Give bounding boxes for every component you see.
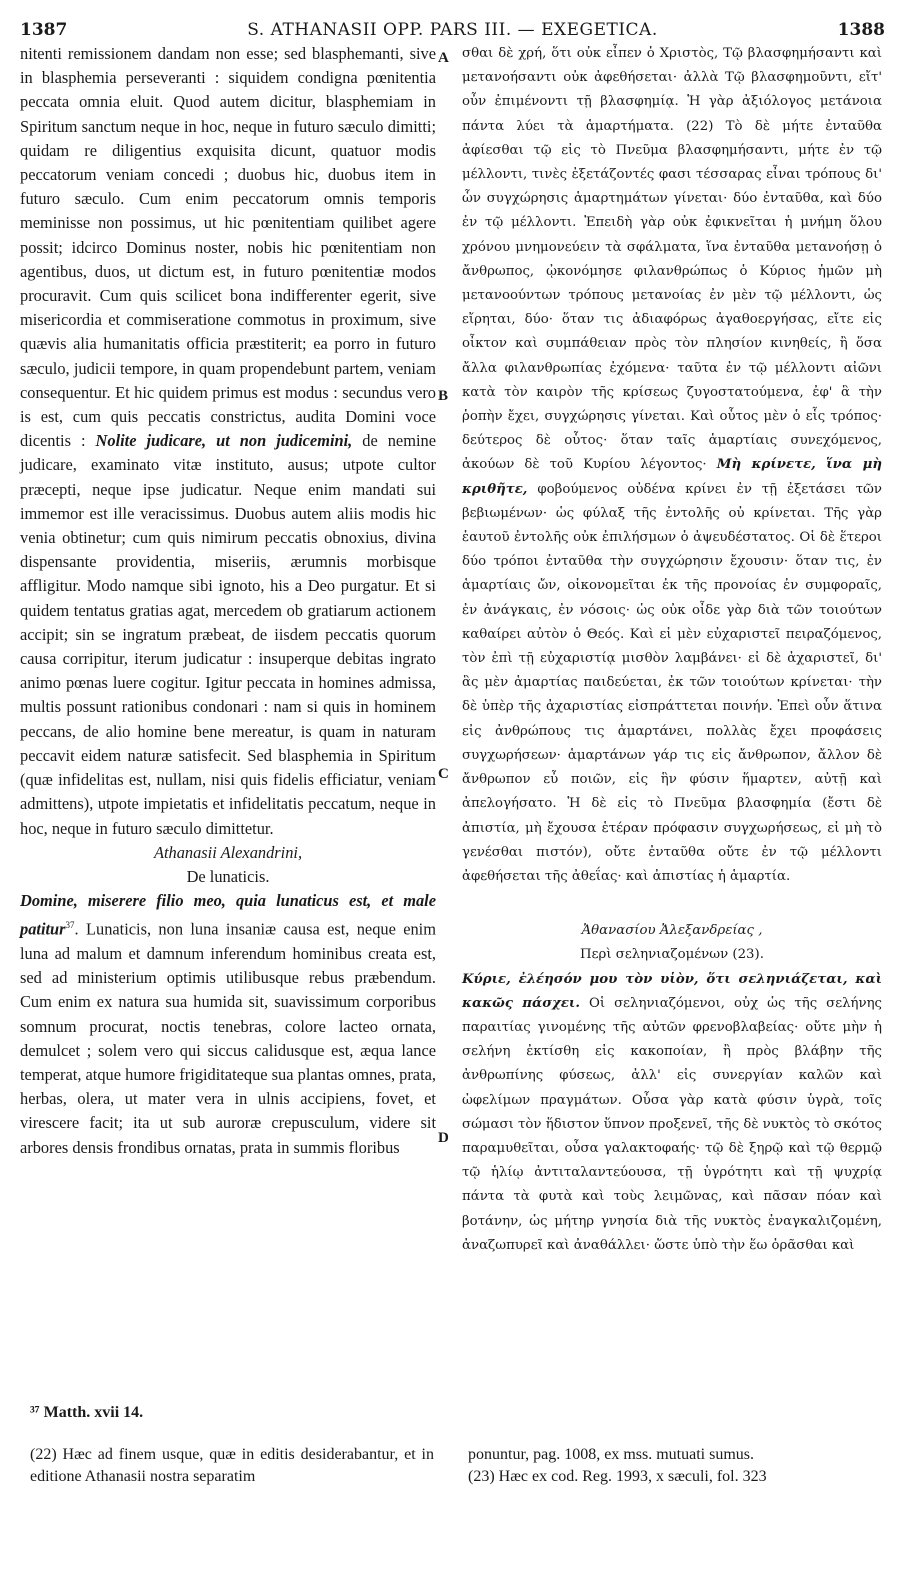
greek-quote-me-krinete: Μὴ κρίνετε, ἵνα μὴ κριθῆτε,	[462, 457, 882, 497]
greek-quote-kyrie: Κύριε, ἐλέησόν μου τὸν υἱὸν, ὅτι σεληνιάζεται, καὶ κακῶς πάσχει.	[462, 971, 882, 1011]
page-number-right: 1388	[837, 20, 885, 40]
page-number-left: 1387	[20, 20, 68, 40]
footnote-23: (23) Hæc ex cod. Reg. 1993, x sæculi, fol. 323	[468, 1468, 767, 1485]
margin-letter-b: B	[438, 388, 449, 404]
greek-text-1-cont: φοβούμενος οὐδένα κρίνει ἐν τῇ ἐξετάσει τῶν βεβιωμένων· ὡς φύλαξ τῆς ἐντολῆς οὐ κρίνεται. Τῆς γὰρ ἑαυτοῦ ἐντολῆς οὐκ ἐπιλήσμων ὁ ἀψευδέστατος. Οἱ δὲ ἕτεροι δύο τρόποι ἐνταῦθα τὴν συγχώρησιν ἔχουσιν· ὅταν τις, ἐν ἁμαρτίαις ὤν, οἰκονομεῖται ἐκ τῆς προνοίας ἐν συμφοραῖς, ἐν ἀνάγκαις, ἐν νόσοις· ὡς οὐκ οἶδε γὰρ διὰ τῶν τοιούτων καθαίρει αὐτὸν ὁ Θεός. Καὶ εἰ μὲν εὐχαριστεῖ πειραζόμενος, τὸν ἐπὶ τῇ εὐχαριστίᾳ μισθὸν λαμβάνει· εἰ δὲ ἀχαριστεῖ, δι' ἃς μὲν ἁμαρτίας παιδεύεται, ἐκ τῶν τοιούτων κρίνεται· τὴν δὲ ὑπὲρ τῆς ἀχαριστίας εἰσπράττεται ποινήν. Ἐπεὶ οὖν ἅτινα εἰς ἀνθρώπους τις ἁμαρτάνει, πολλὰς ἔχει προφάσεις συγχωρήσεων· ἁμαρτάνων γάρ τις εἰς ἄνθρωπον, ἄλλον δὲ ἄνθρωπον εὖ ποιῶν, εἰς ἣν φύσιν ἥμαρτεν, αὐτῇ καὶ ἀπελογήσατο. Ἡ δὲ εἰς τὸ Πνεῦμα βλασφημία (ἔστι δὲ ἀπιστία, μὴ ἔχουσα ἑτέραν πρόφασιν συγχωρήσεως, εἰ μὴ τὸ γενέσθαι πιστόν), οὔτε ἐνταῦθα οὔτε ἐν τῷ μέλλοντι ἀφεθήσεται τῆς ἀθεΐας· καὶ ἀπιστίας ἡ ἁμαρτία.	[462, 481, 882, 884]
footnote-matthew: ³⁷ Matth. xvii 14.	[30, 1404, 144, 1421]
greek-column	[462, 42, 882, 1258]
footnote-22-cont: ponuntur, pag. 1008, ex mss. mutuati sumus.	[468, 1446, 755, 1463]
margin-letter-a: A	[438, 50, 449, 66]
latin-text-1-cont: de nemine judicare, examinato vitæ instituto, ausus; utpote cultor præcepti, neque ipse judicatur. Neque enim mandati sui immemor est ille veracissimus. Duobus autem aliis modis hic venia obtinetur; cum quis nimirum peccatis obnoxius, divina dispensante providentia, miseriis, ærumnis morbisque affligitur. Modo namque sibi ignoto, his a Deo purgatur. Et si quidem tentatus gratias agat, mercedem ob gratiarum actionem accipit; sin se ingratum præbeat, de iisdem peccatis quorum causa corripitur, iterum judicatur : insuperque debitas ingrato animo pœnas luere cogitur. Igitur peccata in homines admissa, multis possunt rationibus condonari : nam si quis in hominem peccans, de alio homine bene mereatur, is quam in naturam peccavit eidem naturæ satisfecit. Sed blasphemia in Spiritum (quæ infidelitas est, nullam, nisi quis fidelis efficiatur, veniam admittens), utpote impietatis et infidelitatis peccatum, neque in hoc, neque in futuro sæculo dimittetur.	[20, 431, 436, 838]
latin-text-1: nitenti remissionem dandam non esse; sed blasphemanti, sive in blasphemia perseveranti : siquidem condigna pœnitentia peccata omnia eluit. Quod autem dicitur, blasphemiam in Spiritum sanctum neque in hoc, neque in futuro sæculo dimitti; quidam re diligentius exquisita dicunt, quatuor modis peccatorum veniam concedi ; duobus hic, duobus item in futuro sæculo. Cum enim peccatorum omnis temporis meminisse non possimus, ut hic pœnitentiam quilibet agere possit; idcirco Dominus noster, nobis hic pœnitentiam non agentibus, duos, ut dictum est, in futuro pœnitentiæ modos procuravit. Cum quis scilicet bona indifferenter egerit, sive misericordia et commiseratione commotus in proximum, sive quævis alia humanitatis officia præstiterit; ea porro in futuro sæculo, judicii tempore, in quam propendebunt partem, veniam consequentur. Et hic quidem primus est modus : secundus vero is est, cum quis peccatis constrictus, audita Domini voce dicentis :	[20, 44, 436, 451]
footnote-22-text: (22) Hæc ad finem usque, quæ in editis desiderabantur, et in editione Athanasii nostra separatim	[30, 1446, 434, 1485]
footnote-22-23-right	[468, 1444, 888, 1488]
greek-text-1: σθαι δὲ χρή, ὅτι οὐκ εἶπεν ὁ Χριστὸς, Τῷ βλασφημήσαντι καὶ μετανοήσαντι οὐκ ἀφεθήσεται· ἀλλὰ Τῷ βλασφημοῦντι, εἴτ' οὖν ἐπιμένοντι τῇ βλασφημίᾳ. Ἡ γὰρ ἀξιόλογος μετάνοια πάντα λύει τὰ ἁμαρτήματα. (22) Τὸ δὲ μήτε ἐνταῦθα ἀφίεσθαι τῷ εἰς τὸ Πνεῦμα βλασφημήσαντι, μήτε ἐν τῷ μέλλοντι, τινὲς ἐξετάζοντές φασι τέσσαρας εἶναι τρόπους δι' ὧν συγχώρησις ἁμαρτημάτων γίνεται· δύο ἐνταῦθα, καὶ δύο ἐν τῷ μέλλοντι. Ἐπειδὴ γὰρ οὐκ ἐφικνεῖται ἡ μνήμη ὅλου χρόνου μνημονεύειν τὰ σφάλματα, ἵνα ἐνταῦθα μετανοήσῃ ὁ ἄνθρωπος, ᾠκονόμησε φιλανθρώπως ὁ Κύριος ἡμῶν μὴ μετανοούντων τρόπους μετανοίας ἐν μὲν τῷ μέλλοντι, ὡς εἴρηται, δύο· ὅταν τις ἀδιαφόρως ἀγαθοεργήσας, εἴτε εἰς οἶκτον καὶ συμπάθειαν πρὸς τὸν πλησίον κινηθείς, ἢ ὅσα ἄλλα φιλανθρωπίας ἐχόμενα· ταῦτα ἐν τῷ μέλλοντι αἰῶνι κατὰ τὸν καιρὸν τῆς κρίσεως ζυγοστατούμενα, ἐφ' ἃ τὴν ῥοπὴν ἔχει, συγχώρησις γίνεται. Καὶ οὗτος μὲν ὁ εἷς τρόπος· δεύτερος δὲ οὗτος· ὅταν ταῖς ἁμαρτίαις συνεχόμενος, ἀκούων δὲ τοῦ Κυρίου λέγοντος·	[462, 46, 882, 473]
footnote-22-left	[30, 1444, 434, 1488]
running-title: S. ATHANASII OPP. PARS III. — EXEGETICA.	[247, 20, 658, 40]
latin-quote-nolite: Nolite judicare, ut non judicemini,	[95, 431, 353, 451]
greek-paragraph-1	[462, 42, 882, 889]
margin-letter-d: D	[438, 1130, 449, 1146]
greek-paragraph-2	[462, 968, 882, 1258]
margin-letter-c: C	[438, 766, 449, 782]
latin-heading-author: Athanasii Alexandrini,	[153, 842, 303, 862]
greek-text-2: Οἱ σεληνιαζόμενοι, οὐχ ὡς τῆς σελήνης παραιτίας γινομένης τῆς αὐτῶν φρενοβλαβείας· οὔτε μὴν ἡ σελήνη ἐκτίσθη εἰς κακοποίαν, ἢ πρὸς βλάβην τῆς ἀνθρωπίνης φύσεως, ἀλλ' εἰς συνεργίαν καλῶν καὶ ὠφελίμων πραγμάτων. Οὖσα γὰρ κατὰ φύσιν ὑγρὰ, τοῖς σώμασι τὸν ἥδιστον ὕπνον προξενεῖ, τῆς δὲ νυκτὸς τὸ σκότος παραμυθεῖται, οὖσα γαλακτοφαής· τῷ δὲ ξηρῷ καὶ τῷ θερμῷ τῷ ἡλίῳ ἀντιταλαντεύουσα, τῇ ὑγρότητι καὶ τῇ ψυχρίᾳ πάντα τὰ φυτὰ καὶ τοὺς λειμῶνας, καὶ πᾶσαν πόαν καὶ βοτάνην, ὡς μήτηρ γνησία διὰ τῆς νυκτὸς ἐναγκαλιζομένη, ἀναζωπυρεῖ καὶ ἀναθάλλει· ὥστε ὑπὸ τὴν ἕω ὁρᾶσθαι καὶ	[462, 995, 883, 1253]
latin-paragraph-1	[20, 42, 436, 841]
latin-paragraph-2	[20, 889, 436, 1160]
greek-heading-title: Περὶ σεληνιαζομένων (23).	[580, 947, 764, 963]
footnote-ref-37: 37	[65, 920, 75, 931]
latin-quote-domine: Domine, miserere filio meo, quia lunaticus est, et male patitur	[20, 891, 436, 939]
greek-heading-author: Ἀθανασίου Ἀλεξανδρείας ,	[581, 923, 763, 939]
latin-column	[20, 42, 436, 1160]
latin-heading-title: De lunaticis.	[186, 866, 270, 886]
latin-text-2: . Lunaticis, non luna insaniæ causa est, neque enim luna ad malum et damnum inferendum hominibus creata est, sed ad ministerium optimis utilibusque rebus præbendum. Cum enim ex natura sua humida sit, suavissimum corporibus somnum procurat, noctis tenebras, colore lacteo ornata, demulcet ; solem vero qui siccus calidusque est, æqua lance temperat, atque humore frigiditateque sua plantas omnes, prata, herbas, olera, ut mater vera in ulnis accipiens, fovet, et virescere facit; ita ut sub auroræ crepusculum, videre sit arbores densis frondibus ornatas, prata in summis floribus	[20, 919, 436, 1157]
